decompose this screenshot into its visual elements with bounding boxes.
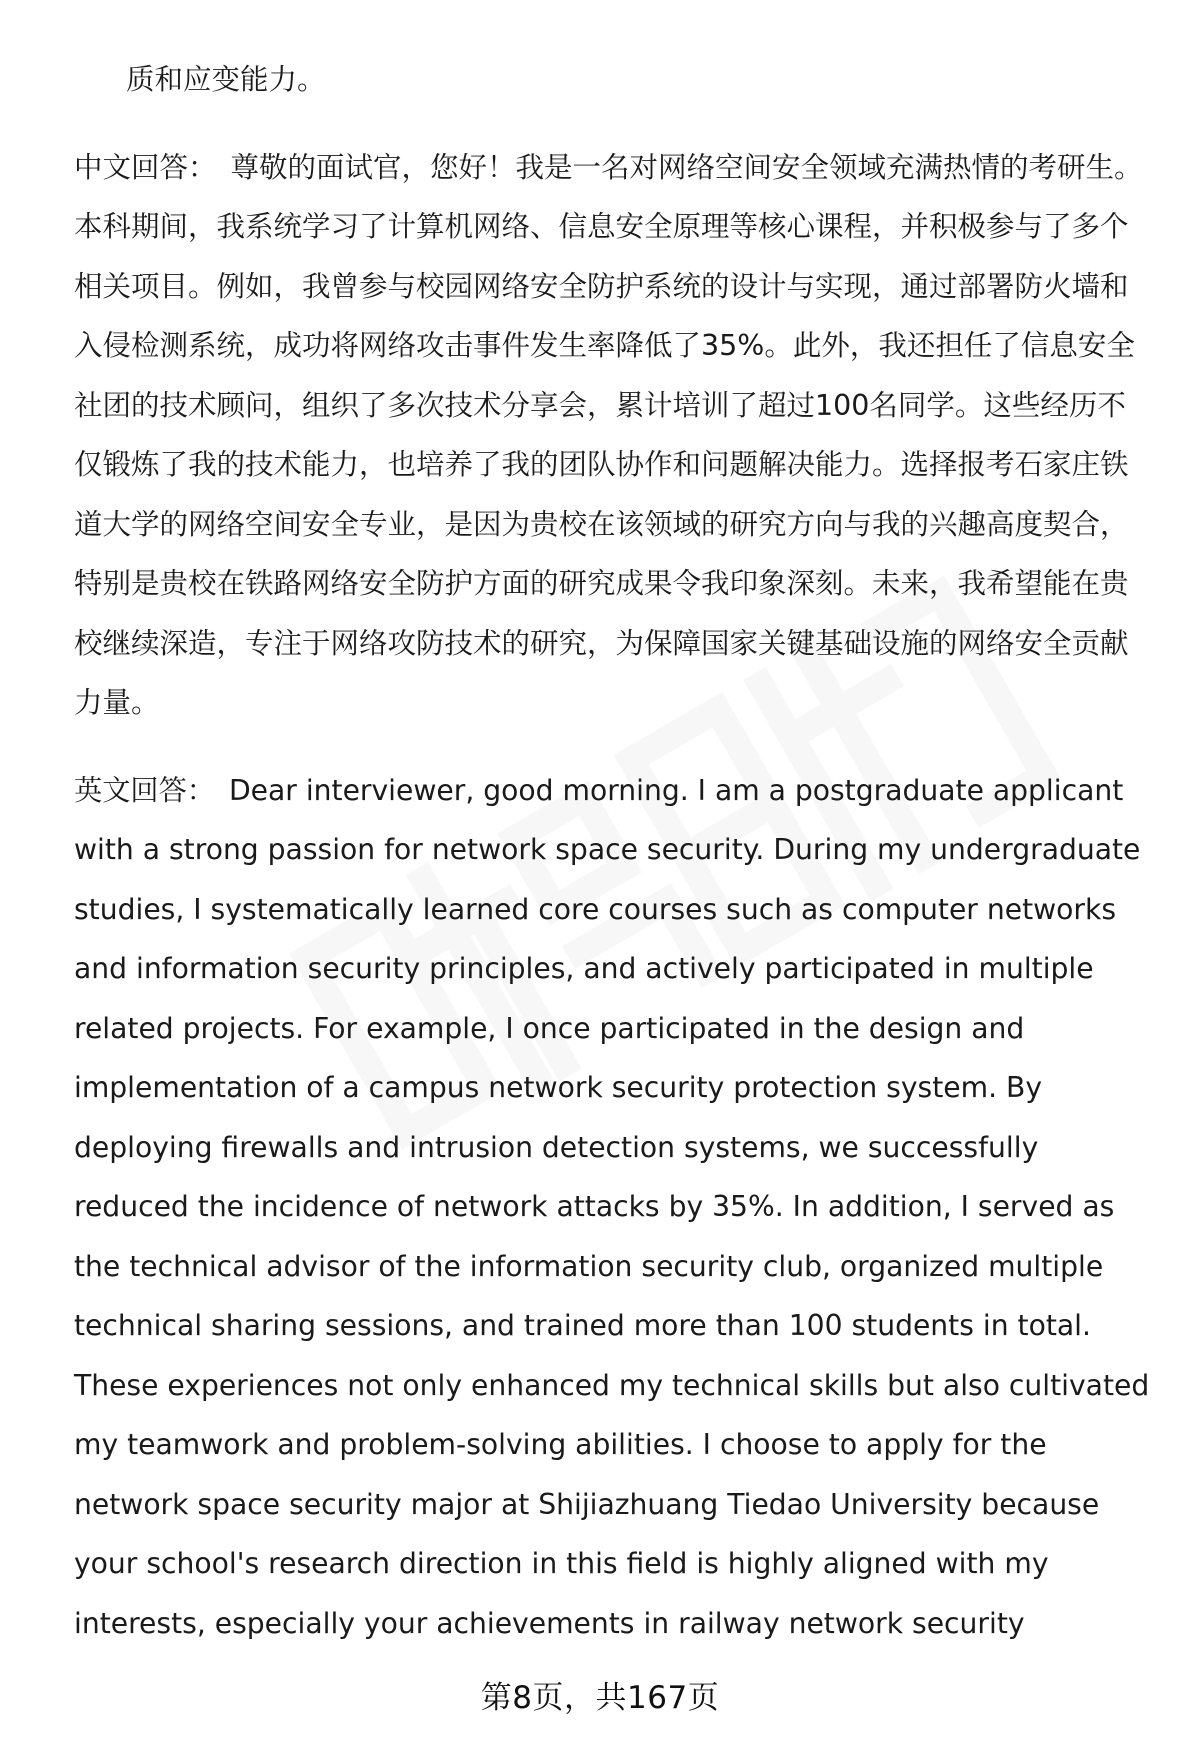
chinese-answer-label: 中文回答： (74, 150, 217, 184)
english-answer-paragraph (74, 761, 1154, 1654)
english-answer-label: 英文回答： (74, 773, 215, 807)
document-body (74, 50, 1154, 1653)
chinese-answer-text: 尊敬的面试官，您好！我是一名对网络空间安全领域充满热情的考研生。本科期间，我系统学习了计算机网络、信息安全原理等核心课程，并积极参与了多个相关项目。例如，我曾参与校园网络安全防护系统的设计与实现，通过部署防火墙和入侵检测系统，成功将网络攻击事件发生率降低了35%。此外，我还担任了信息安全社团的技术顾问，组织了多次技术分享会，累计培训了超过100名同学。这些经历不仅锻炼了我的技术能力，也培养了我的团队协作和问题解决能力。选择报考石家庄铁道大学的网络空间安全专业，是因为贵校在该领域的研究方向与我的兴趣高度契合，特别是贵校在铁路网络安全防护方面的研究成果令我印象深刻。未来，我希望能在贵校继续深造，专注于网络攻防技术的研究，为保障国家关键基础设施的网络安全贡献力量。 (74, 150, 1143, 719)
chinese-answer-paragraph (74, 138, 1154, 733)
english-answer-text: Dear interviewer, good morning. I am a postgraduate applicant with a strong passion for network space security. During my undergraduate studies, I systematically learned core courses such as computer networks and information security principles, and actively participated in multiple related projects. For example, I once participated in the design and implementation of a campus network security protection system. By deploying firewalls and intrusion detection systems, we successfully reduced the incidence of network attacks by 35%. In addition, I served as the technical advisor of the information security club, organized multiple technical sharing sessions, and trained more than 100 students in total. These experiences not only enhanced my technical skills but also cultivated my teamwork and problem-solving abilities. I choose to apply for the network space security major at Shijiazhuang Tiedao University because your school's research direction in this field is highly aligned with my interests, especially your achievements in railway network security (74, 773, 1150, 1640)
page-number-footer: 第8页，共167页 (480, 1680, 720, 1716)
continuation-text: 质和应变能力。 (126, 63, 326, 96)
